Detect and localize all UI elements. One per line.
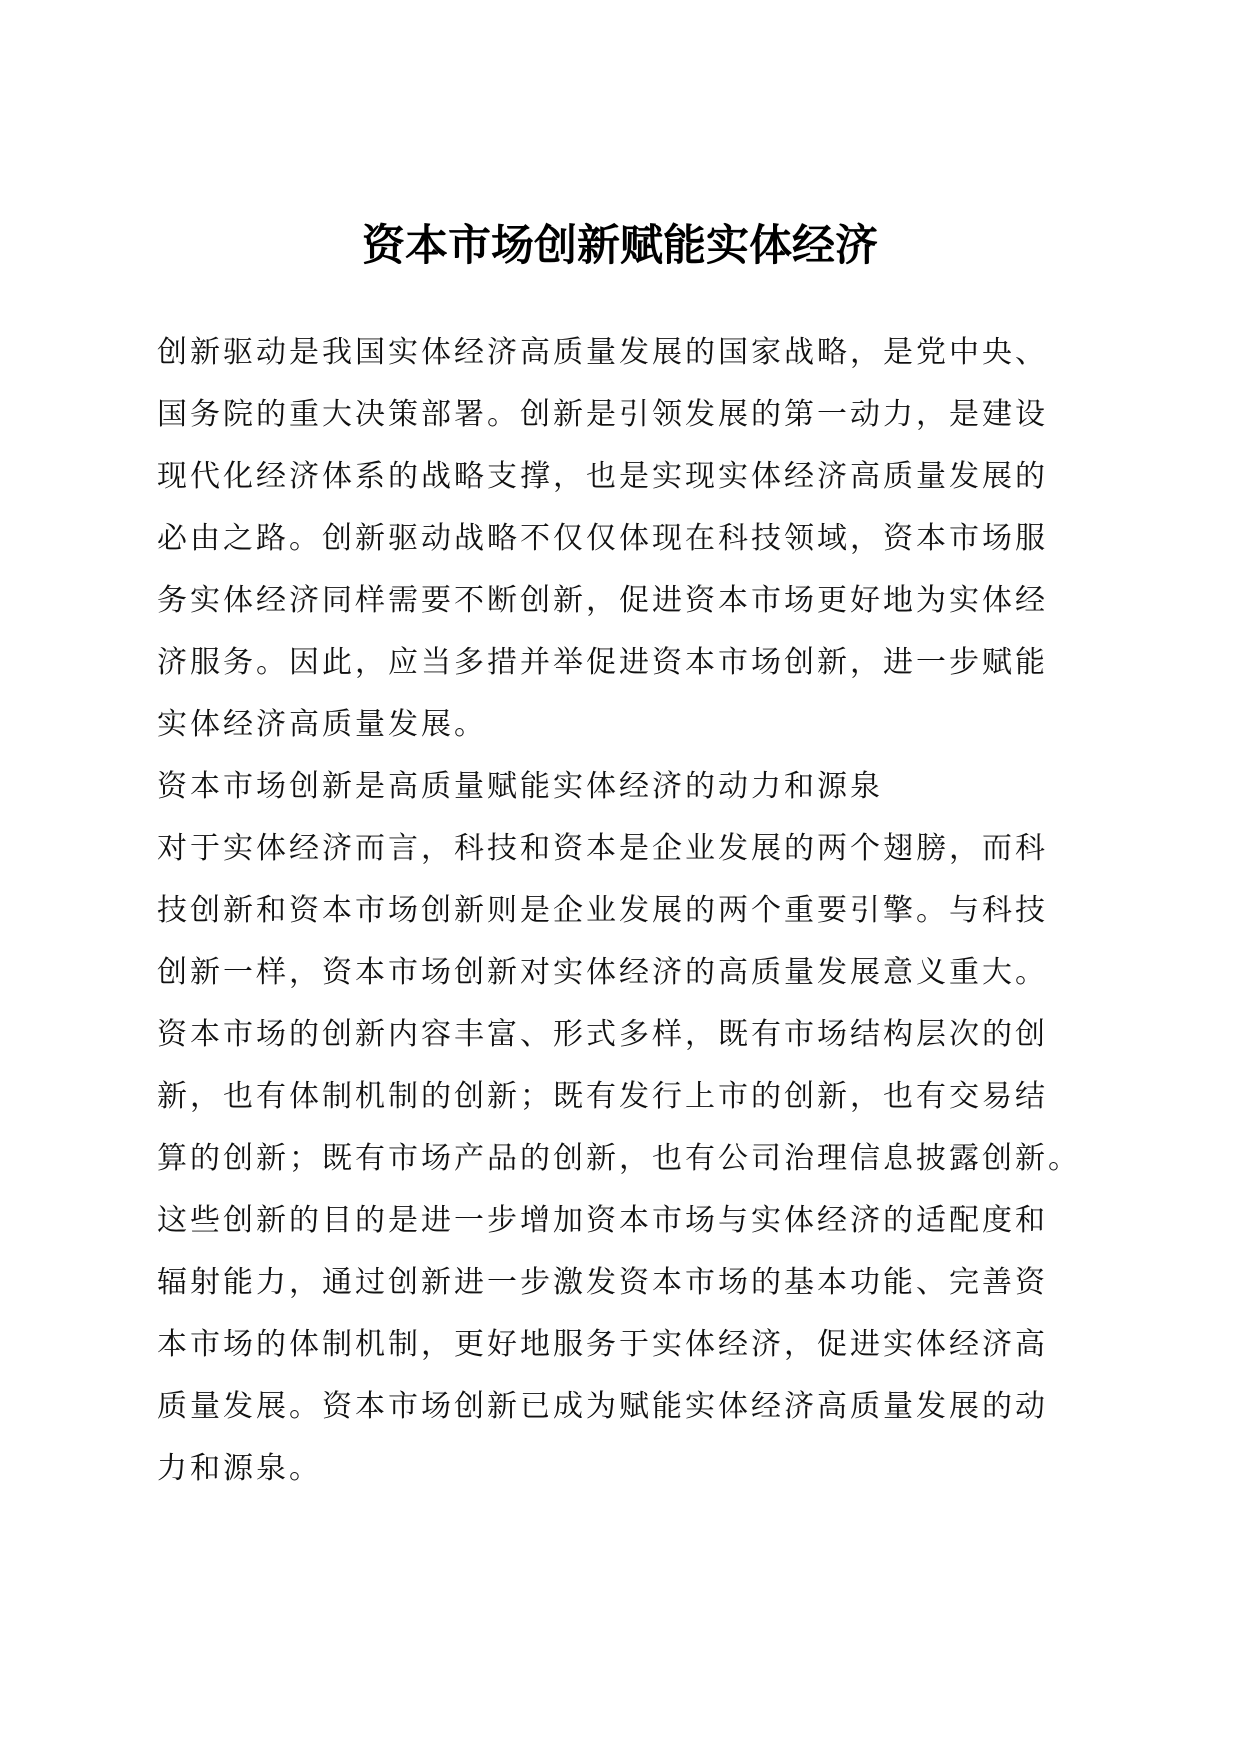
text-line: 对于实体经济而言，科技和资本是企业发展的两个翅膀，而科 bbox=[157, 831, 1048, 866]
text-line: 这些创新的目的是进一步增加资本市场与实体经济的适配度和 bbox=[157, 1203, 1048, 1238]
text-line: 质量发展。资本市场创新已成为赋能实体经济高质量发展的动 bbox=[157, 1389, 1048, 1424]
text-line: 济服务。因此，应当多措并举促进资本市场创新，进一步赋能 bbox=[157, 645, 1048, 680]
document-body bbox=[157, 322, 1097, 1500]
text-line: 必由之路。创新驱动战略不仅仅体现在科技领域，资本市场服 bbox=[157, 521, 1048, 556]
text-line: 创新驱动是我国实体经济高质量发展的国家战略，是党中央、 bbox=[157, 335, 1048, 370]
text-line: 力和源泉。 bbox=[157, 1451, 322, 1486]
text-line: 务实体经济同样需要不断创新，促进资本市场更好地为实体经 bbox=[157, 583, 1048, 618]
text-line: 技创新和资本市场创新则是企业发展的两个重要引擎。与科技 bbox=[157, 893, 1048, 928]
text-line: 实体经济高质量发展。 bbox=[157, 707, 487, 742]
text-line: 创新一样，资本市场创新对实体经济的高质量发展意义重大。 bbox=[157, 955, 1048, 990]
text-line: 国务院的重大决策部署。创新是引领发展的第一动力，是建设 bbox=[157, 397, 1048, 432]
text-line: 现代化经济体系的战略支撑，也是实现实体经济高质量发展的 bbox=[157, 459, 1048, 494]
text-line: 本市场的体制机制，更好地服务于实体经济，促进实体经济高 bbox=[157, 1327, 1048, 1362]
text-line: 辐射能力，通过创新进一步激发资本市场的基本功能、完善资 bbox=[157, 1265, 1048, 1300]
text-line: 算的创新；既有市场产品的创新，也有公司治理信息披露创新。 bbox=[157, 1141, 1081, 1176]
text-line: 资本市场的创新内容丰富、形式多样，既有市场结构层次的创 bbox=[157, 1017, 1048, 1052]
section-heading: 资本市场创新是高质量赋能实体经济的动力和源泉 bbox=[157, 769, 883, 804]
text-line: 新，也有体制机制的创新；既有发行上市的创新，也有交易结 bbox=[157, 1079, 1048, 1114]
document-title: 资本市场创新赋能实体经济 bbox=[362, 221, 878, 271]
